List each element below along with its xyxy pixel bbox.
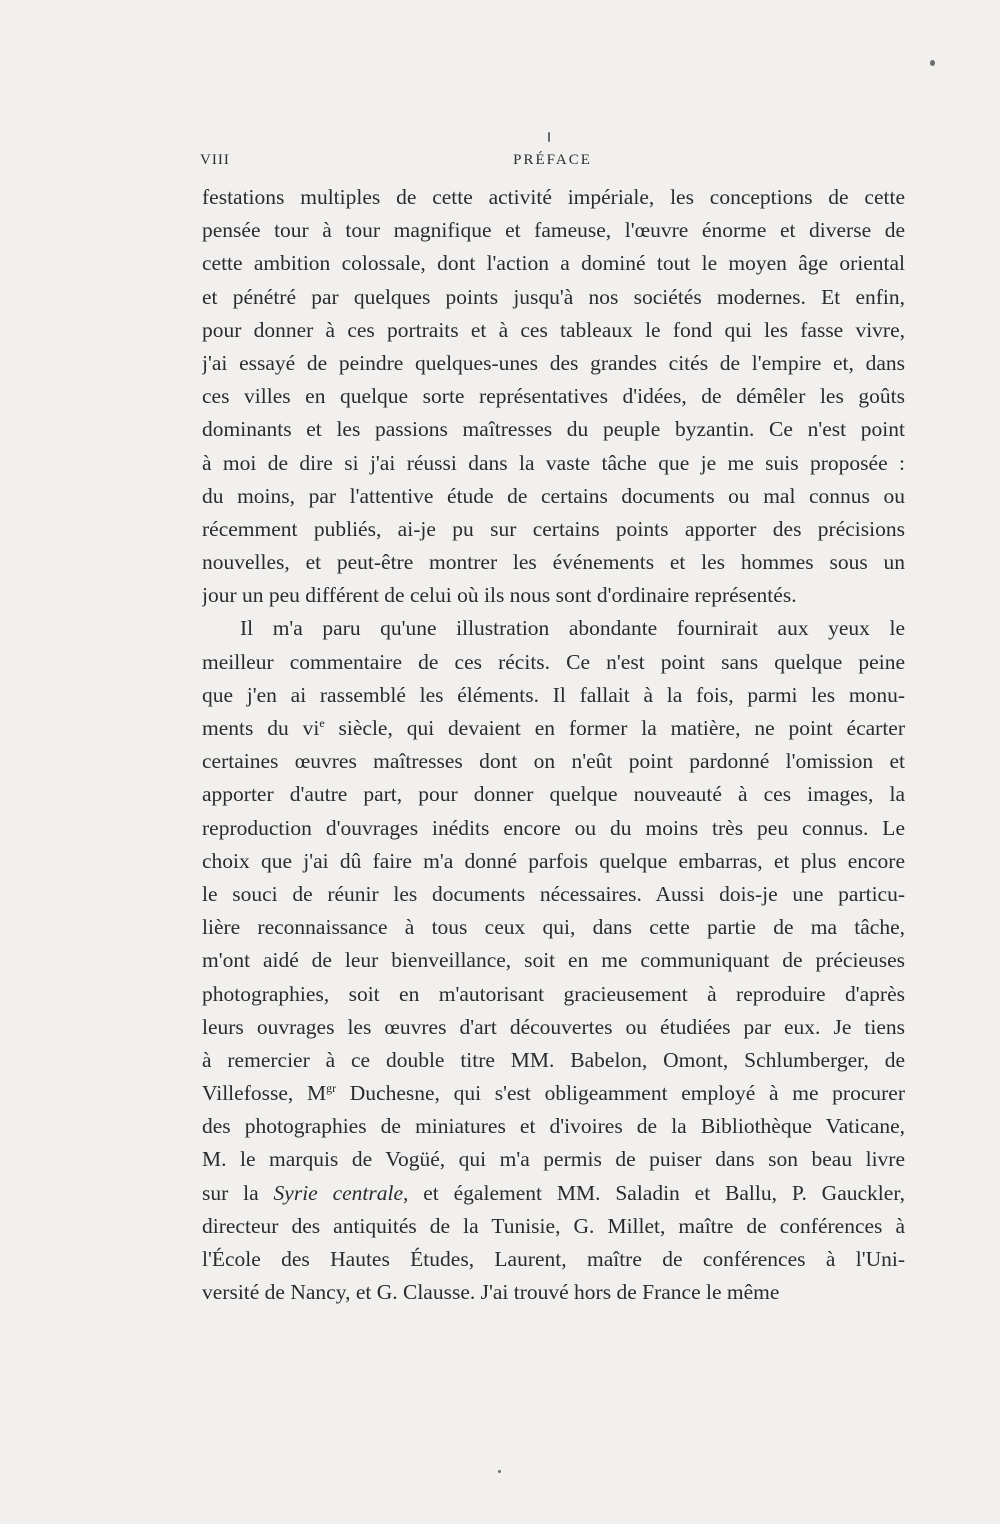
- text-line: [202, 1177, 905, 1210]
- text-line-part-pre: ments du: [202, 716, 303, 740]
- text-line: [202, 712, 905, 745]
- text-line: nouvelles, et peut-être montrer les événements et les hommes sous un: [202, 550, 905, 575]
- text-line: cette ambition colossale, dont l'action a dominé tout le moyen âge oriental: [202, 251, 905, 276]
- preface-text: [202, 181, 905, 1309]
- text-line-part-it: Syrie centrale,: [273, 1180, 409, 1205]
- text-line: directeur des antiquités de la Tunisie, G. Millet, maître de conférences à: [202, 1213, 905, 1238]
- paper-speck: [548, 132, 550, 142]
- text-line: m'ont aidé de leur bienveillance, soit en me communiquant de précieuses: [202, 948, 905, 973]
- text-line: apporter d'autre part, pour donner quelque nouveauté à ces images, la: [202, 782, 905, 807]
- text-line-part-sc: vi: [302, 716, 320, 740]
- text-line: du moins, par l'attentive étude de certains documents ou mal connus ou: [202, 483, 905, 508]
- text-line: [202, 1077, 905, 1110]
- text-line: à moi de dire si j'ai réussi dans la vaste tâche que je me suis proposée :: [202, 450, 905, 475]
- text-line: choix que j'ai dû faire m'a donné parfois quelque embarras, et plus encore: [202, 848, 905, 873]
- text-line: pensée tour à tour magnifique et fameuse, l'œuvre énorme et diverse de: [202, 218, 905, 243]
- text-line-part-pre: Villefosse, M: [202, 1081, 327, 1106]
- text-line: photographies, soit en m'autorisant gracieusement à reproduire d'après: [202, 981, 905, 1006]
- text-line: festations multiples de cette activité impériale, les conceptions de cette: [202, 185, 905, 209]
- text-line: que j'en ai rassemblé les éléments. Il fallait à la fois, parmi les monu-: [202, 682, 905, 707]
- text-line: versité de Nancy, et G. Clausse. J'ai trouvé hors de France le même: [202, 1280, 780, 1305]
- text-line: lière reconnaissance à tous ceux qui, dans cette partie de ma tâche,: [202, 915, 905, 940]
- text-line-part-pre: sur la: [202, 1180, 274, 1205]
- text-line: dominants et les passions maîtresses du peuple byzantin. Ce n'est point: [202, 417, 905, 442]
- text-line-part-post: siècle, qui devaient en former la matière, ne point écarter: [324, 716, 905, 740]
- text-line-part-sup: gr: [326, 1081, 337, 1096]
- text-line: récemment publiés, ai-je pu sur certains points apporter des précisions: [202, 516, 905, 541]
- text-line-part-post: Duchesne, qui s'est obligeamment employé à me procurer: [336, 1081, 905, 1106]
- paper-speck: [498, 1470, 501, 1473]
- page-number: VIII: [200, 152, 230, 168]
- text-line: et pénétré par quelques points jusqu'à nos sociétés modernes. Et enfin,: [202, 284, 905, 309]
- text-line: meilleur commentaire de ces récits. Ce n'est point sans quelque peine: [202, 649, 905, 674]
- text-line: l'École des Hautes Études, Laurent, maître de conférences à l'Uni-: [202, 1247, 905, 1271]
- text-line: le souci de réunir les documents nécessaires. Aussi dois-je une particu-: [202, 881, 905, 906]
- text-line: M. le marquis de Vogüé, qui m'a permis de puiser dans son beau livre: [202, 1147, 905, 1172]
- running-title: PRÉFACE: [513, 152, 592, 168]
- page-header: [200, 152, 905, 176]
- text-line: certaines œuvres maîtresses dont on n'eût point pardonné l'omission et: [202, 749, 905, 774]
- text-line-part-sup: e: [319, 716, 325, 730]
- text-line: ces villes en quelque sorte représentatives d'idées, de démêler les goûts: [202, 384, 905, 409]
- text-line: Il m'a paru qu'une illustration abondante fournirait aux yeux le: [240, 616, 905, 641]
- paper-speck: [930, 60, 935, 66]
- text-line: leurs ouvrages les œuvres d'art découvertes ou étudiées par eux. Je tiens: [202, 1014, 905, 1039]
- text-line: j'ai essayé de peindre quelques-unes des grandes cités de l'empire et, dans: [202, 350, 905, 375]
- text-line: reproduction d'ouvrages inédits encore ou du moins très peu connus. Le: [202, 815, 905, 840]
- text-line-part-post: et également MM. Saladin et Ballu, P. Gauckler,: [408, 1180, 905, 1205]
- text-line: pour donner à ces portraits et à ces tableaux le fond qui les fasse vivre,: [202, 317, 905, 342]
- text-line: jour un peu différent de celui où ils nous sont d'ordinaire représentés.: [202, 583, 797, 608]
- text-line: à remercier à ce double titre MM. Babelon, Omont, Schlumberger, de: [202, 1047, 905, 1072]
- text-line: des photographies de miniatures et d'ivoires de la Bibliothèque Vaticane,: [202, 1114, 905, 1139]
